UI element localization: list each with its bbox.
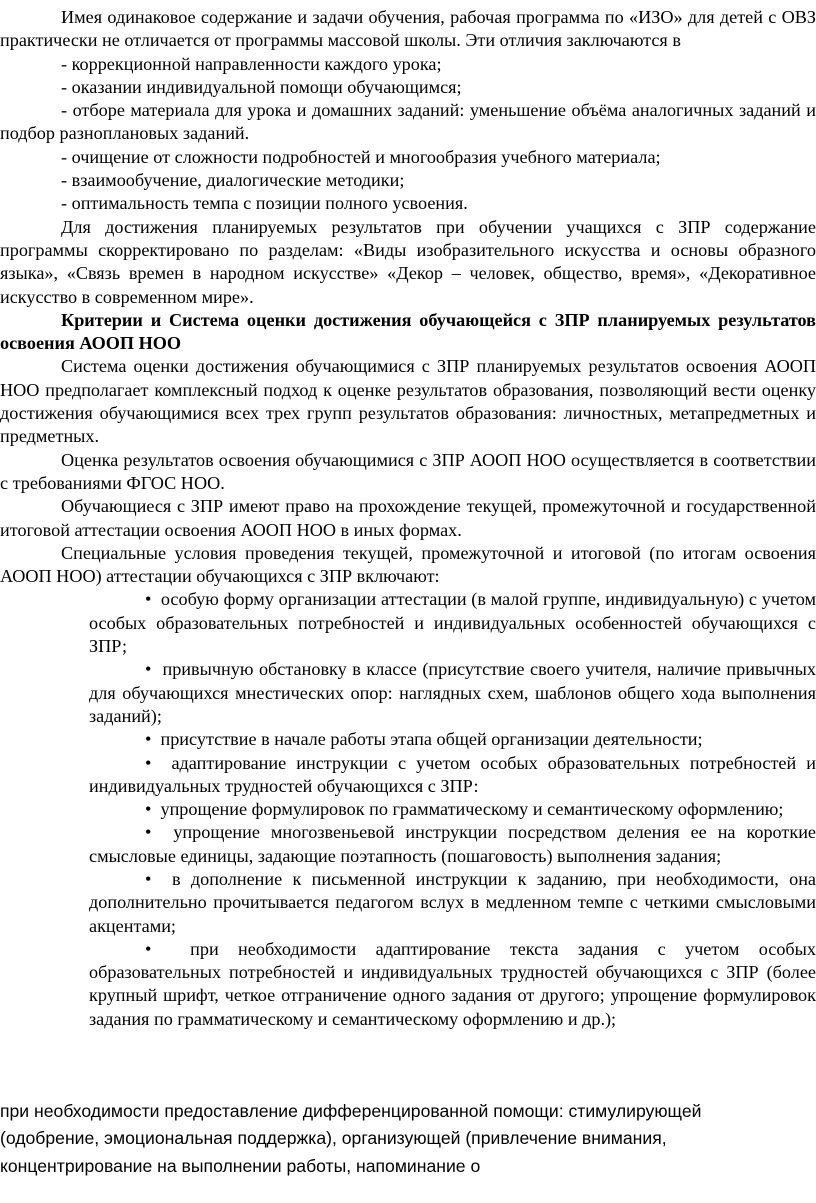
bullet-icon: • [145, 938, 152, 959]
tail-block [0, 1098, 790, 1180]
tail-paragraph: при необходимости предоставление дифференцированной помощи: стимулирующей (одобрение, эмоциональная поддержка), организующей (привлечение внимания, концентрирование на выполнении работы, напоминание о [0, 1101, 702, 1176]
bullet-icon: • [145, 868, 152, 889]
condition-item: • упрощение формулировок по грамматическому и семантическому оформлению; [145, 799, 784, 820]
difference-item: - коррекционной направленности каждого урока; [61, 53, 442, 74]
intro-paragraph: Имея одинаковое содержание и задачи обучения, рабочая программа по «ИЗО» для детей с ОВЗ практически не отличается от программы массовой школы. Эти отличия заключаются в [0, 7, 816, 51]
condition-item: • упрощение многозвеньевой инструкции посредством деления ее на короткие смысловые единицы, задающие поэтапность (пошаговость) выполнения задания; [89, 822, 816, 866]
condition-item: • адаптирование инструкции с учетом особых образовательных потребностей и индивидуальных трудностей обучающихся с ЗПР: [89, 752, 816, 796]
difference-item: - оптимальность темпа с позиции полного усвоения. [61, 193, 468, 214]
condition-item: • в дополнение к письменной инструкции к заданию, при необходимости, она дополнительно прочитывается педагогом вслух в медленном темпе с четкими смысловыми акцентами; [89, 868, 816, 936]
condition-item: • при необходимости адаптирование текста задания с учетом особых образовательных потребностей и индивидуальных трудностей обучающихся с ЗПР (более крупный шрифт, четкое отграничение одного задания от другого; упрощение формулировок задания по грамматическому и семантическому оформлению и др.); [89, 938, 816, 1029]
bullet-icon: • [145, 799, 152, 820]
bullet-icon: • [145, 752, 152, 773]
sections-paragraph: Для достижения планируемых результатов при обучении учащихся с ЗПР содержание программы скорректировано по разделам: «Виды изобразительного искусства и основы образного языка», «Связь времен в народном искусстве» «Декор – человек, общество, время», «Декоративное искусство в современном мире». [0, 216, 816, 307]
conditions-list [0, 588, 816, 1031]
condition-item: • привычную обстановку в классе (присутствие своего учителя, наличие привычных для обучающихся мнестических опор: наглядных схем, шаблонов общего хода выполнения заданий); [89, 659, 816, 726]
bullet-icon: • [145, 589, 152, 610]
condition-item: • особую форму организации аттестации (в малой группе, индивидуальную) с учетом особых образовательных потребностей и индивидуальных особенностей обучающихся с ЗПР; [89, 589, 816, 657]
condition-item: • присутствие в начале работы этапа общей организации деятельности; [145, 729, 703, 750]
assessment-paragraph: Система оценки достижения обучающимися с ЗПР планируемых результатов освоения АООП НОО предполагает комплексный подход к оценке результатов образования, позволяющий вести оценку достижения обучающимися всех трех групп результатов образования: личностных, метапредметных и предметных. [0, 356, 816, 447]
rights-paragraph: Обучающиеся с ЗПР имеют право на прохождение текущей, промежуточной и государственной итоговой аттестации освоения АООП НОО в иных формах. [0, 496, 816, 540]
bullet-icon: • [145, 822, 152, 843]
difference-item: - отборе материала для урока и домашних заданий: уменьшение объёма аналогичных заданий и подбор разноплановых заданий. [0, 100, 816, 144]
document-body [0, 6, 816, 1031]
bullet-icon: • [145, 659, 152, 680]
section-heading: Критерии и Система оценки достижения обучающейся с ЗПР планируемых результатов освоения АООП НОО [0, 309, 816, 354]
conditions-paragraph: Специальные условия проведения текущей, промежуточной и итоговой (по итогам освоения АООП НОО) аттестации обучающихся с ЗПР включают: [0, 542, 816, 587]
bullet-icon: • [145, 729, 152, 750]
difference-item: - очищение от сложности подробностей и многообразия учебного материала; [61, 146, 661, 167]
difference-item: - оказании индивидуальной помощи обучающимся; [61, 76, 462, 97]
difference-item: - взаимообучение, диалогические методики; [61, 170, 405, 191]
fgos-paragraph: Оценка результатов освоения обучающимися с ЗПР АООП НОО осуществляется в соответствии с требованиями ФГОС НОО. [0, 449, 816, 493]
